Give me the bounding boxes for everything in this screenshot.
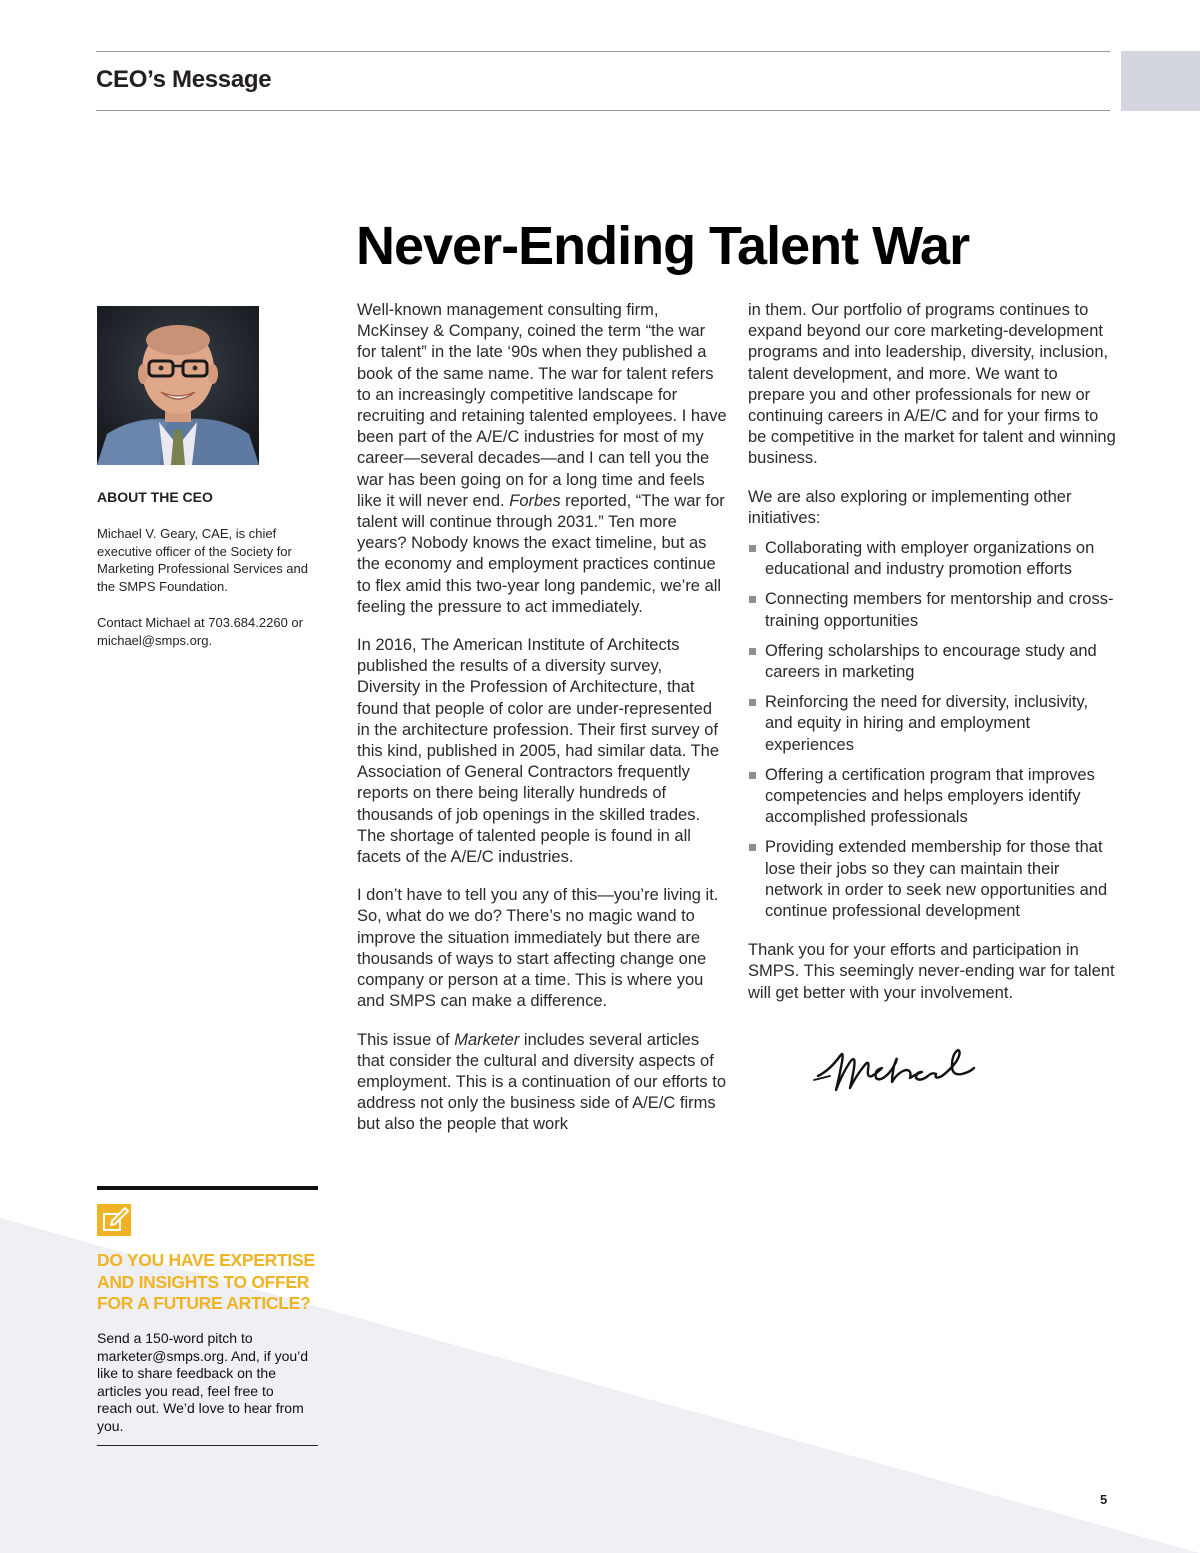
- bullet-icon: [749, 648, 756, 655]
- list-item: Connecting members for mentorship and cross-training opportunities: [748, 589, 1118, 631]
- article-paragraph: I don’t have to tell you any of this—you’re living it. So, what do we do? There’s no magic wand to improve the situation immediately but there are thousands of ways to start affecting change one company or person at a time. This is where you and SMPS can make a difference.: [357, 886, 719, 1011]
- article-column-left: [357, 300, 727, 1153]
- ceo-contact: Contact Michael at 703.684.2260 or michael@smps.org.: [97, 615, 303, 648]
- article-title: Never-Ending Talent War: [356, 216, 970, 276]
- section-title: CEO’s Message: [96, 66, 272, 93]
- publication-name: Marketer: [454, 1030, 520, 1049]
- header-rule-top: [96, 51, 1110, 52]
- list-item: Reinforcing the need for diversity, inclusivity, and equity in hiring and employment experiences: [748, 692, 1118, 756]
- list-item: Providing extended membership for those that lose their jobs so they can maintain their network in order to seek new opportunities and continue professional development: [748, 837, 1118, 922]
- callout-heading: DO YOU HAVE EXPERTISE AND INSIGHTS TO OFFER FOR A FUTURE ARTICLE?: [97, 1250, 315, 1313]
- article-paragraph: Thank you for your efforts and participation in SMPS. This seemingly never-ending war for talent will get better with your involvement.: [748, 941, 1115, 1002]
- bullet-icon: [749, 596, 756, 603]
- bullet-icon: [749, 772, 756, 779]
- about-ceo-heading: ABOUT THE CEO: [97, 489, 213, 505]
- callout-body: Send a 150-word pitch to marketer@smps.org. And, if you’d like to share feedback on the articles you read, feel free to reach out. We’d love to hear from you.: [97, 1330, 309, 1434]
- article-column-right: [748, 300, 1118, 1021]
- article-paragraph: In 2016, The American Institute of Architects published the results of a diversity survey, Diversity in the Profession of Architecture, that found that people of color are under-represented in the architecture profession. Their first survey of this kind, published in 2005, had similar data. The Association of General Contractors frequently reports on there being literally hundreds of thousands of job openings in the skilled trades. The shortage of talented people is found in all facets of the A/E/C industries.: [357, 636, 720, 867]
- ceo-bio: Michael V. Geary, CAE, is chief executive officer of the Society for Marketing Professional Services and the SMPS Foundation.: [97, 526, 308, 594]
- page-number: 5: [1100, 1492, 1108, 1507]
- callout-rule-top: [97, 1186, 318, 1190]
- article-paragraph: in them. Our portfolio of programs continues to expand beyond our core marketing-development programs and into leadership, diversity, inclusion, talent development, and more. We want to prepare you and other professionals for new or continuing careers in A/E/C and for your firms to be competitive in the market for talent and winning business.: [748, 301, 1116, 468]
- list-item: Offering scholarships to encourage study and careers in marketing: [748, 641, 1118, 683]
- section-tab-block: [1121, 51, 1200, 111]
- article-paragraph: This issue of Marketer includes several articles that consider the cultural and diversity aspects of employment. This is a continuation of our efforts to address not only the business side of A/E/C firms but also the people that work: [357, 1030, 727, 1134]
- callout-rule-bottom: [97, 1445, 318, 1446]
- header-rule-bottom: [96, 110, 1110, 111]
- ceo-portrait: [97, 306, 259, 465]
- initiatives-list: [748, 538, 1118, 922]
- article-paragraph: Well-known management consulting firm, McKinsey & Company, coined the term “the war for talent” in the late ‘90s when they published a book of the same name. The war for talent refers to an increasingly competitive landscape for recruiting and retaining talented employees. I have been part of the A/E/C industries for most of my career—several decades—and I can tell you the war has been going on for a long time and feels like it will never end. Forbes reported, “The war for talent will continue through 2031.” Ten more years? Nobody knows the exact timeline, but as the economy and employment practices continue to flex amid this two-year long pandemic, we’re all feeling the pressure to act immediately.: [357, 301, 727, 616]
- bullet-icon: [749, 545, 756, 552]
- bullet-icon: [749, 844, 756, 851]
- ceo-signature: [812, 1040, 982, 1098]
- list-item: Offering a certification program that improves competencies and helps employers identify accomplished professionals: [748, 765, 1118, 829]
- article-paragraph: We are also exploring or implementing other initiatives:: [748, 487, 1072, 527]
- list-item: Collaborating with employer organizations on educational and industry promotion efforts: [748, 538, 1118, 580]
- pencil-icon: [97, 1204, 131, 1236]
- bullet-icon: [749, 699, 756, 706]
- publication-name: Forbes: [509, 491, 561, 510]
